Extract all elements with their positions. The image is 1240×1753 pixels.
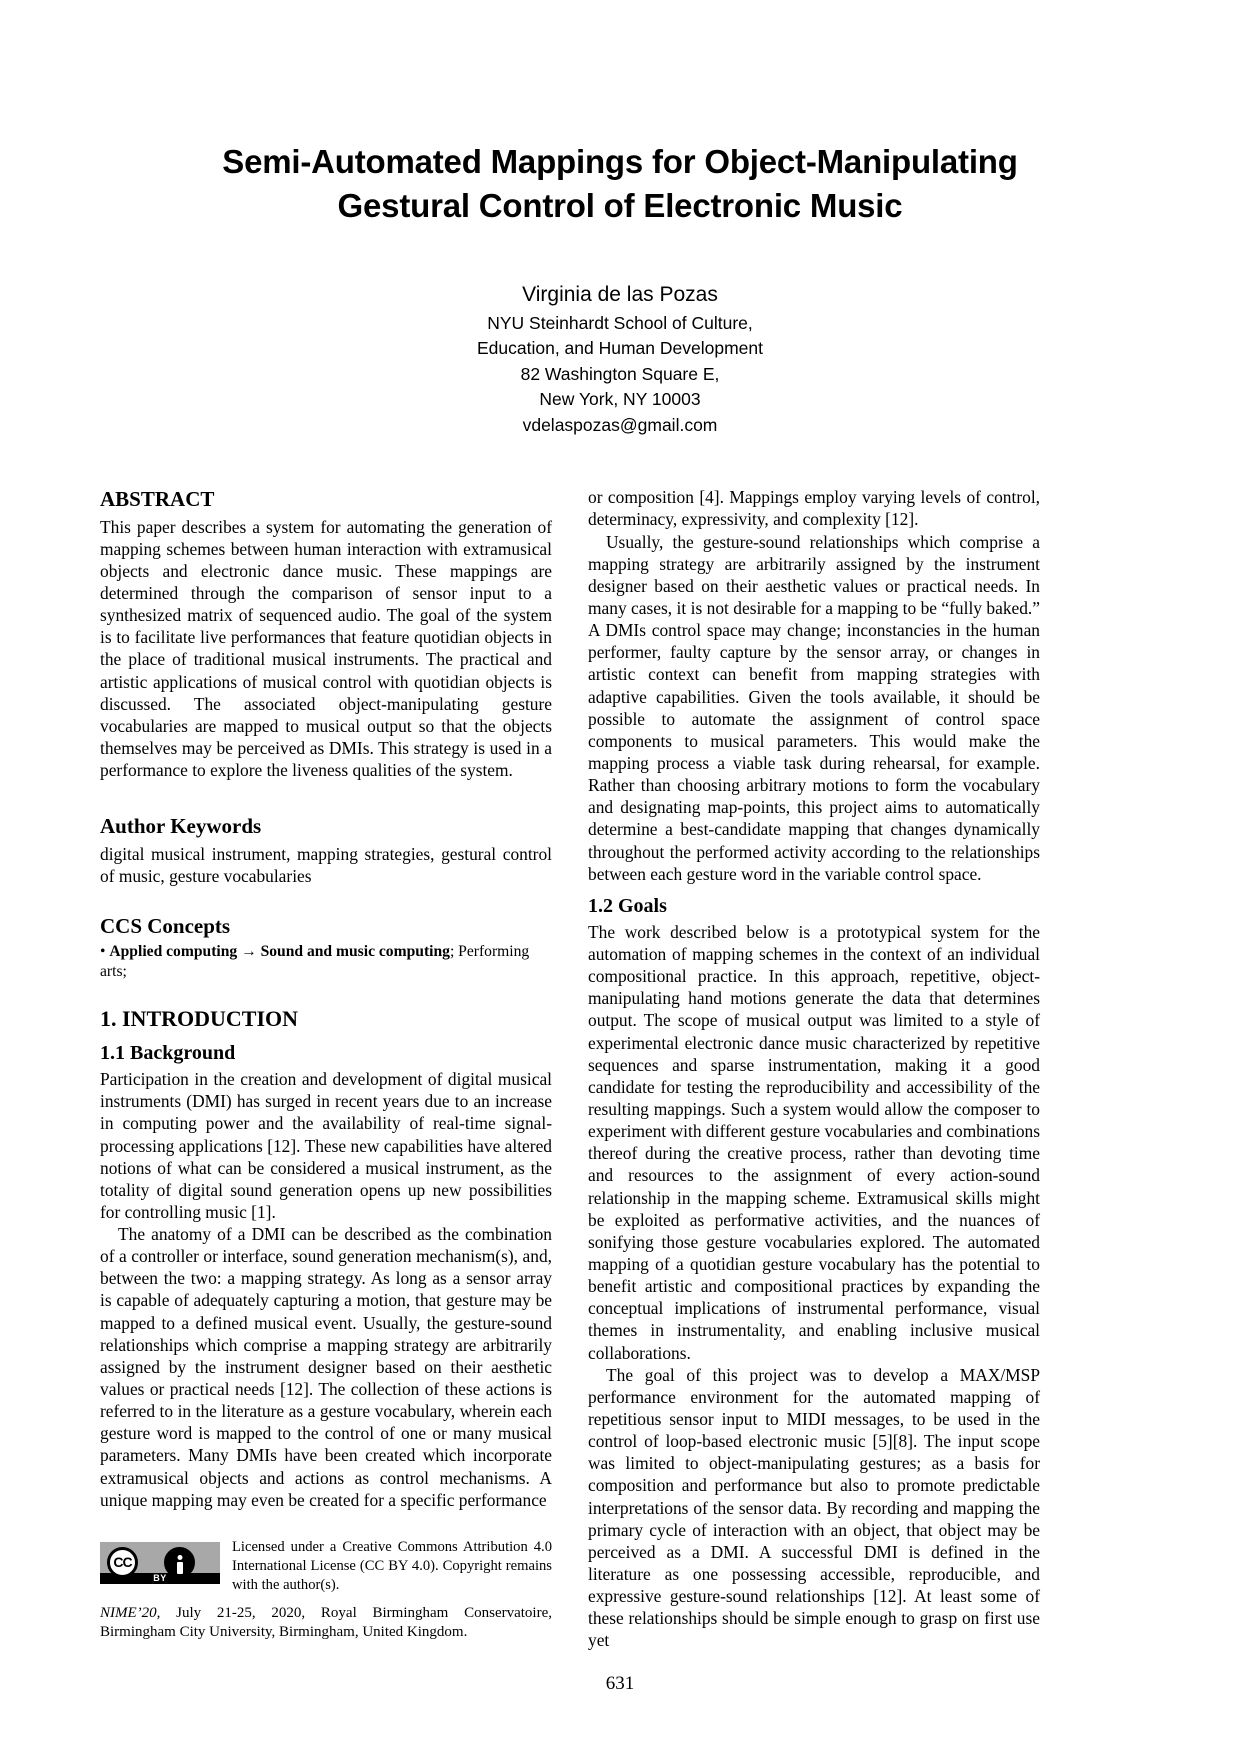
author-keywords-heading: Author Keywords bbox=[100, 814, 262, 839]
ccs-bullet: • bbox=[100, 943, 106, 961]
cc-by-label: BY bbox=[153, 1572, 167, 1583]
conference-line bbox=[100, 1604, 552, 1643]
ccs-bold-text: Applied computing → Sound and music computing bbox=[109, 943, 450, 961]
title-line-1: Semi-Automated Mappings for Object-Manipulating bbox=[222, 143, 1018, 180]
author-email: vdelaspozas@gmail.com bbox=[522, 414, 718, 435]
goals-heading: 1.2 Goals bbox=[588, 894, 667, 917]
author-address-line-2: New York, NY 10003 bbox=[539, 389, 701, 410]
ccs-concepts-text bbox=[100, 942, 552, 983]
creative-commons-badge-icon bbox=[100, 1542, 220, 1584]
author-affiliation-line-1: NYU Steinhardt School of Culture, bbox=[487, 312, 753, 333]
introduction-heading: 1. INTRODUCTION bbox=[100, 1005, 299, 1031]
page-title bbox=[100, 140, 1140, 227]
background-paragraph-1: Participation in the creation and development of digital musical instruments (DMI) has surged in recent years due to an increase in computing power and the availability of real-time signal-processing applications [12]. These new capabilities have altered notions of what can be considered a musical instrument, as the totality of digital sound generation opens up new possibilities for controlling music [1]. bbox=[100, 1069, 552, 1222]
background-paragraph-2: The anatomy of a DMI can be described as the combination of a controller or interface, sound generation mechanism(s), and, between the two: a mapping strategy. As long as a sensor array is capable of adequately capturing a motion, that gesture may be mapped to a defined musical event. Usually, the gesture-sound relationships which comprise a mapping strategy are arbitrarily assigned by the instrument designer based on their aesthetic values or practical needs [12]. The collection of these actions is referred to in the literature as a gesture vocabulary, wherein each gesture word is mapped to the control of one or many musical parameters. Many DMIs have been created which incorporate extramusical objects and actions as control mechanisms. A unique mapping may even be created for a specific performance bbox=[100, 1224, 552, 1510]
conference-details: July 21-25, 2020, Royal Birmingham Conservatoire, Birmingham City University, Birmingham, United Kingdom. bbox=[100, 1604, 552, 1641]
abstract-heading: ABSTRACT bbox=[100, 487, 215, 512]
title-line-2: Gestural Control of Electronic Music bbox=[337, 186, 903, 224]
goals-paragraph-2: The goal of this project was to develop a MAX/MSP performance environment for the automated mapping of repetitious sensor input to MIDI messages, to be used in the control of loop-based electronic music [5][8]. The input scope was limited to object-manipulating gestures; as a basis for composition and performance but also to promote predictable interpretations of the sensor data. By recording and mapping the primary cycle of interaction with an object, that object may be perceived as a DMI. A successful DMI is defined in the literature as one possessing accessible, reproducible, and expressive gesture-sound relationships [12]. At least some of these relationships should be simple enough to grasp on first use yet bbox=[588, 1364, 1040, 1651]
author-name: Virginia de las Pozas bbox=[522, 283, 718, 307]
cc-logo-icon: CC bbox=[107, 1547, 138, 1578]
author-affiliation-line-2: Education, and Human Development bbox=[476, 338, 763, 359]
author-block bbox=[100, 279, 1140, 438]
ccs-concepts-heading: CCS Concepts bbox=[100, 913, 231, 938]
background-heading: 1.1 Background bbox=[100, 1042, 236, 1065]
goals-paragraph-1: The work described below is a prototypical system for the automation of mapping schemes in the context of an individual compositional practice. In this approach, repetitive, object-manipulating hand motions generate the data that determines output. The scope of musical output was limited to a style of experimental electronic dance music characterized by repetitive sequences and sparse instrumentation, making it a good candidate for testing the reproducibility and accessibility of the resulting mappings. Such a system would allow the composer to experiment with different gesture vocabularies and combinations thereof during the creative process, rather than devoting time and resources to the assignment of every action-sound relationship in the mapping scheme. Extramusical skills might be exploited as performative activities, and the nuances of sonifying those gesture vocabularies explored. The automated mapping of a quotidian gesture vocabulary has the potential to benefit artistic and compositional practices by expanding the conceptual implications of instrumental performance, visual themes in instrumentality, and enabling inclusive musical collaborations. bbox=[588, 921, 1040, 1363]
license-block bbox=[100, 1538, 552, 1595]
conference-name: NIME’20, bbox=[100, 1604, 161, 1621]
right-paragraph-2: Usually, the gesture-sound relationships which comprise a mapping strategy are arbitrarily assigned by the instrument designer based on their aesthetic values or practical needs. In many cases, it is not desirable for a mapping to be “fully baked.” A DMIs control space may change; inconstancies in the human performer, faulty capture by the sensor array, or changes in artistic context can benefit from mapping strategies with adaptive capabilities. Given the tools available, it should be possible to automate the assignment of control space components to musical parameters. This would make the mapping process a viable task during rehearsal, for example. Rather than choosing arbitrary motions to form the vocabulary and designating map-points, this project aims to automatically determine a best-candidate mapping that changes dynamically throughout the performed activity according to the relationships between each gesture word in the variable control space. bbox=[588, 531, 1040, 884]
license-text: Licensed under a Creative Commons Attribution 4.0 International License (CC BY 4.0). Copyright remains with the author(s). bbox=[232, 1538, 552, 1593]
abstract-text: This paper describes a system for automating the generation of mapping schemes between human interaction with extramusical objects and electronic dance music. These mappings are determined through the comparison of sensor input to a synthesized matrix of sequenced audio. The goal of the system is to facilitate live performances that feature quotidian objects in the place of traditional musical instruments. The practical and artistic applications of musical control with quotidian objects is discussed. The associated object-manipulating gesture vocabularies are mapped to musical output so that the objects themselves may be perceived as DMIs. This strategy is used in a performance to explore the liveness qualities of the system. bbox=[100, 516, 552, 781]
person-head bbox=[177, 1555, 182, 1560]
left-column bbox=[100, 486, 552, 1651]
page-number: 631 bbox=[605, 1673, 635, 1694]
right-column bbox=[588, 486, 1040, 1651]
right-paragraph-1: or composition [4]. Mappings employ varying levels of control, determinacy, expressivity, and complexity [12]. bbox=[588, 487, 1040, 530]
body-columns bbox=[100, 486, 1140, 1651]
author-keywords-text: digital musical instrument, mapping strategies, gestural control of music, gesture vocabularies bbox=[100, 843, 552, 886]
ccs-rest-text: ; Performing arts; bbox=[100, 943, 530, 981]
author-address-line-1: 82 Washington Square E, bbox=[520, 363, 720, 384]
